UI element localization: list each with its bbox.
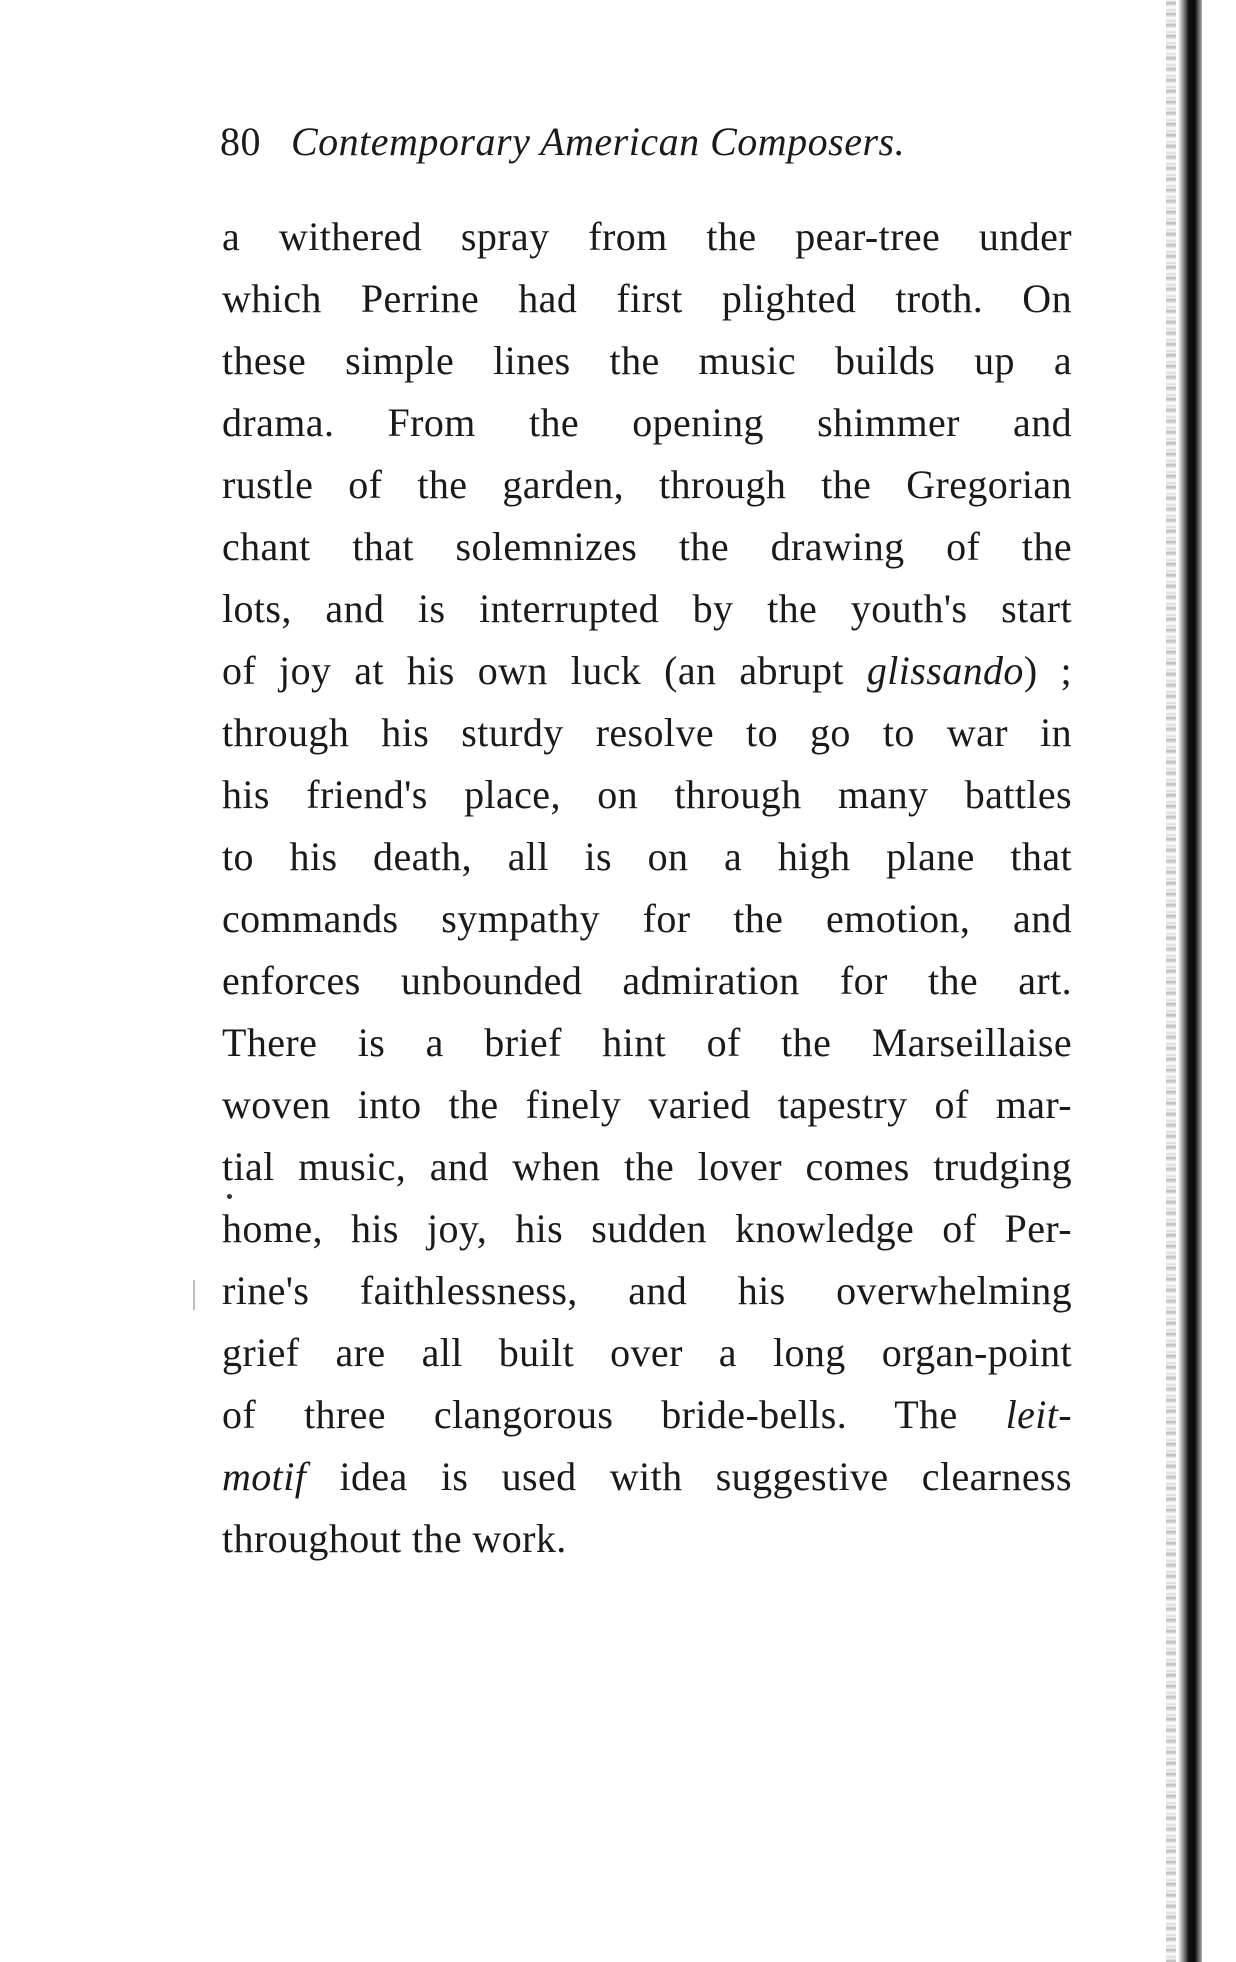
- text-line: tial music, and when the lover comes trudging: [222, 1144, 1072, 1189]
- text-line: his friend's place, on through many battles: [222, 772, 1072, 817]
- text-line: to his death, all is on a high plane that: [222, 834, 1072, 879]
- text-line: drama. From the opening shimmer and: [222, 400, 1072, 445]
- text-line: home, his joy, his sudden knowledge of Per-: [222, 1206, 1072, 1251]
- italic-term: glissando: [866, 648, 1024, 693]
- text-line: motif idea is used with suggestive clearness: [222, 1454, 1072, 1499]
- text-line: enforces unbounded admiration for the art.: [222, 958, 1072, 1003]
- page-edge-texture: [1166, 0, 1176, 1962]
- text-line: rine's faithlessness, and his overwhelming: [222, 1268, 1072, 1313]
- text-line: commands sympathy for the emotion, and: [222, 896, 1072, 941]
- body-text: [222, 206, 1072, 1570]
- text-line: of three clangorous bride-bells. The leit-: [222, 1392, 1072, 1437]
- text-line: There is a brief hint of the Marseillaise: [222, 1020, 1072, 1065]
- text-line: woven into the finely varied tapestry of mar-: [222, 1082, 1072, 1127]
- margin-mark: [193, 1280, 195, 1310]
- text-line: chant that solemnizes the drawing of the: [222, 524, 1072, 569]
- text-line: grief are all built over a long organ-point: [222, 1330, 1072, 1375]
- running-header: [220, 118, 905, 166]
- text-line: through his sturdy resolve to go to war in: [222, 710, 1072, 755]
- text-line: throughout the work.: [222, 1516, 567, 1561]
- italic-term: leit-: [1005, 1392, 1072, 1437]
- italic-term: motif: [222, 1454, 307, 1499]
- text-line: rustle of the garden, through the Gregorian: [222, 462, 1072, 507]
- text-line: of joy at his own luck (an abrupt glissando) ;: [222, 648, 1072, 693]
- page-number: 80: [220, 119, 261, 164]
- text-line: lots, and is interrupted by the youth's start: [222, 586, 1072, 631]
- running-title: Contemporary American Composers.: [291, 119, 906, 164]
- ink-speck: [227, 1194, 232, 1199]
- text-line: these simple lines the music builds up a: [222, 338, 1072, 383]
- text-line: which Perrine had first plighted troth. On: [222, 276, 1072, 321]
- binding-shadow: [1178, 0, 1202, 1962]
- text-line: a withered spray from the pear-tree under: [222, 214, 1072, 259]
